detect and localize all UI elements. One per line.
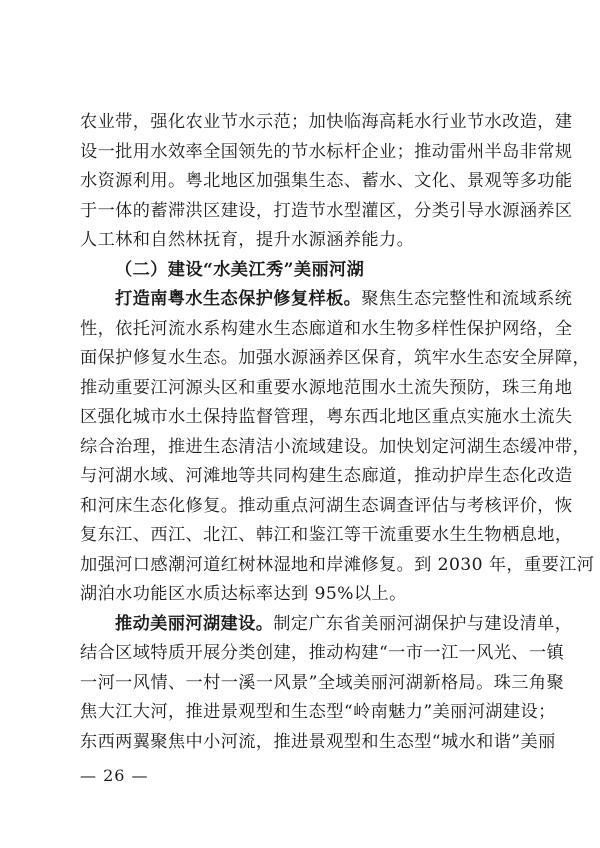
text-line: 面保护修复水生态。加强水源涵养区保育，筑牢水生态安全屏障，: [80, 348, 591, 368]
text-line: 加强河口感潮河道红树林湿地和岸滩修复。到 2030 年，重要江河: [80, 554, 595, 575]
text-line: 湖泊水功能区水质达标率达到 95%以上。: [80, 584, 407, 604]
text-line: 性，依托河流水系构建水生态廊道和水生物多样性保护网络，全: [80, 318, 573, 339]
text-line: 综合治理，推进生态清洁小流域建设。加快划定河湖生态缓冲带，: [80, 436, 591, 457]
text-line: 于一体的蓄滞洪区建设，打造节水型灌区，分类引导水源涵养区: [80, 200, 573, 221]
paragraph-1: [80, 108, 573, 256]
text-line: 水资源利用。粤北地区加强集生态、蓄水、文化、景观等多功能: [80, 171, 573, 191]
text-line: 区强化城市水土保持监督管理，粤东西北地区重点实施水土流失: [80, 407, 573, 427]
section-heading: （二）建设“水美江秀”美丽河湖: [115, 259, 365, 280]
text-line: 人工林和自然林抚育，提升水源涵养能力。: [80, 230, 415, 250]
text-line: 设一批用水效率全国领先的节水标杆企业；推动雷州半岛非常规: [80, 141, 573, 162]
text-line: 焦大江大河，推进景观型和生态型“岭南魅力”美丽河湖建设；: [80, 702, 556, 722]
text-line: 东西两翼聚焦中小河流，推进景观型和生态型“城水和谐”美丽: [80, 731, 556, 752]
text-segment: 制定广东省美丽河湖保护与建设清单，: [273, 613, 573, 634]
text-line: 结合区域特质开展分类创建，推动构建“一市一江一风光、一镇: [80, 643, 565, 663]
paragraph-3: [80, 610, 573, 758]
text-line: 农业带，强化农业节水示范；加快临海高耗水行业节水改造，建: [80, 112, 573, 132]
paragraph-lead: 推动美丽河湖建设。: [115, 613, 274, 634]
page-number: — 26 —: [80, 766, 149, 785]
body-text: [80, 108, 595, 757]
text-line: 复东江、西江、北江、韩江和鉴江等干流重要水生生物栖息地，: [80, 525, 573, 545]
paragraph-2: [80, 285, 595, 610]
paragraph-lead: 打造南粤水生态保护修复样板。: [115, 289, 362, 309]
text-line: 与河湖水域、河滩地等共同构建生态廊道，推动护岸生态化改造: [80, 466, 573, 486]
text-line: 推动重要江河源头区和重要水源地范围水土流失预防，珠三角地: [80, 377, 573, 398]
text-line: 一河一风情、一村一溪一风景”全域美丽河湖新格局。珠三角聚: [80, 672, 565, 693]
text-line: [80, 285, 573, 315]
text-line: [80, 610, 573, 640]
text-segment: 聚焦生态完整性和流域系统: [361, 289, 573, 309]
text-line: 和河床生态化修复。推动重点河湖生态调查评估与考核评价，恢: [80, 495, 573, 516]
